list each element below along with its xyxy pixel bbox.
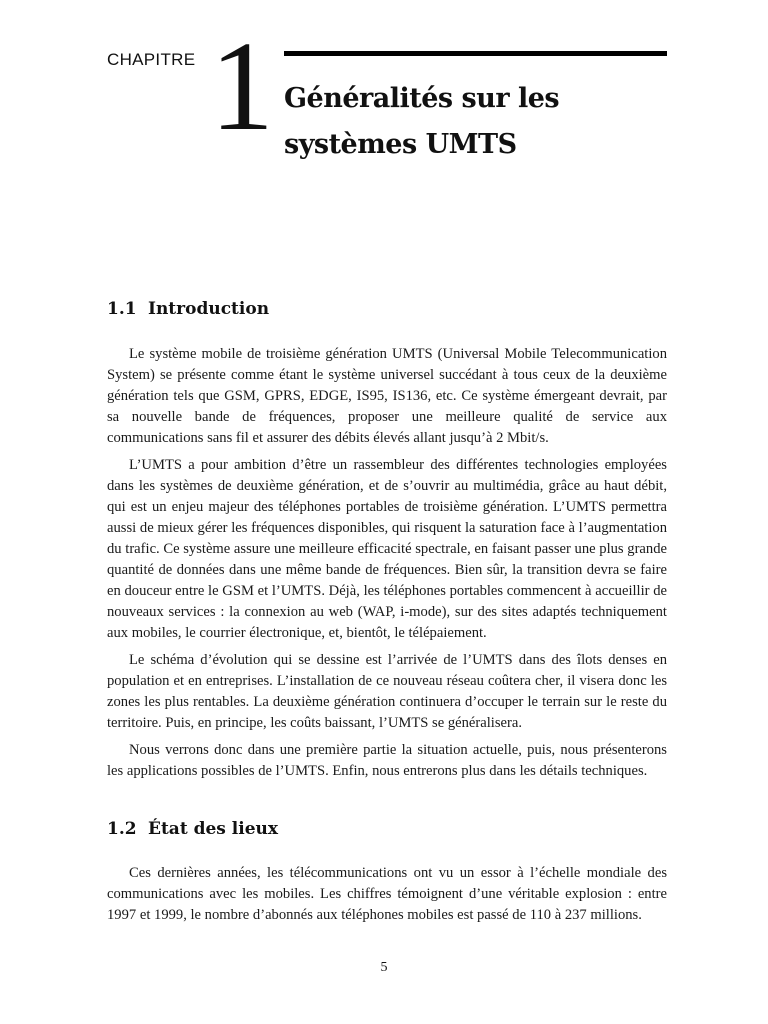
section-body-etat-des-lieux — [107, 863, 667, 932]
chapter-title — [284, 76, 667, 168]
paragraph: Le système mobile de troisième génération UMTS (Universal Mobile Telecommunication System) se présente comme étant le système universel succédant à tous ceux de la deuxième génération tels que GSM, GPRS, EDGE, IS95, IS136, etc. Ce système émergeant devrait, par sa nouvelle bande de fréquences, proposer une meilleure qualité de service aux communications sans fil et assurer des débits élevés allant jusqu’à 2 Mbit/s. — [107, 346, 667, 446]
paragraph: Nous verrons donc dans une première partie la situation actuelle, puis, nous présenterons les applications possibles de l’UMTS. Enfin, nous entrerons plus dans les détails techniques. — [107, 742, 667, 779]
chapter-number: 1 — [210, 15, 274, 157]
chapter-title-line-2: systèmes UMTS — [284, 129, 517, 160]
section-heading-etat-des-lieux — [107, 819, 278, 839]
paragraph: Le schéma d’évolution qui se dessine est l’arrivée de l’UMTS dans des îlots denses en population et en entreprises. L’installation de ce nouveau réseau coûtera cher, il visera donc les zones les plus rentables. La deuxième génération continuera d’occuper le terrain sur le reste du territoire. Puis, en principe, les coûts baissant, l’UMTS se généralisera. — [107, 652, 667, 731]
paragraph: Ces dernières années, les télécommunications ont vu un essor à l’échelle mondiale des communications avec les mobiles. Les chiffres témoignent d’une véritable explosion : entre 1997 et 1999, le nombre d’abonnés aux téléphones mobiles est passé de 110 à 237 millions. — [107, 865, 667, 923]
section-title: Introduction — [148, 299, 270, 319]
section-heading-introduction — [107, 299, 269, 319]
chapter-rule — [284, 51, 667, 56]
section-title: État des lieux — [148, 819, 279, 839]
section-number: 1.2 — [107, 819, 137, 839]
paragraph: L’UMTS a pour ambition d’être un rassembleur des différentes technologies employées dans les systèmes de deuxième génération, et de s’ouvrir au multimédia, grâce au haut débit, qui est un enjeu majeur des téléphones portables de troisième génération. L’UMTS permettra aussi de mieux gérer les fréquences disponibles, qui risquent la saturation face à l’augmentation du trafic. Ce système assure une meilleure efficacité spectrale, en faisant passer une plus grande quantité de données dans une même bande de fréquences. Bien sûr, la transition devra se faire en douceur entre le GSM et l’UMTS. Déjà, les téléphones portables commencent à accueillir de nouveaux services : la connexion au web (WAP, i-mode), sur des sites adaptés techniquement aux mobiles, le courrier électronique, et, bientôt, le télépaiement. — [107, 457, 667, 641]
section-body-introduction — [107, 344, 667, 788]
page-number: 5 — [380, 960, 388, 975]
chapter-title-line-1: Généralités sur les — [284, 83, 560, 114]
chapter-label: CHAPITRE — [107, 50, 196, 69]
section-number: 1.1 — [107, 299, 137, 319]
